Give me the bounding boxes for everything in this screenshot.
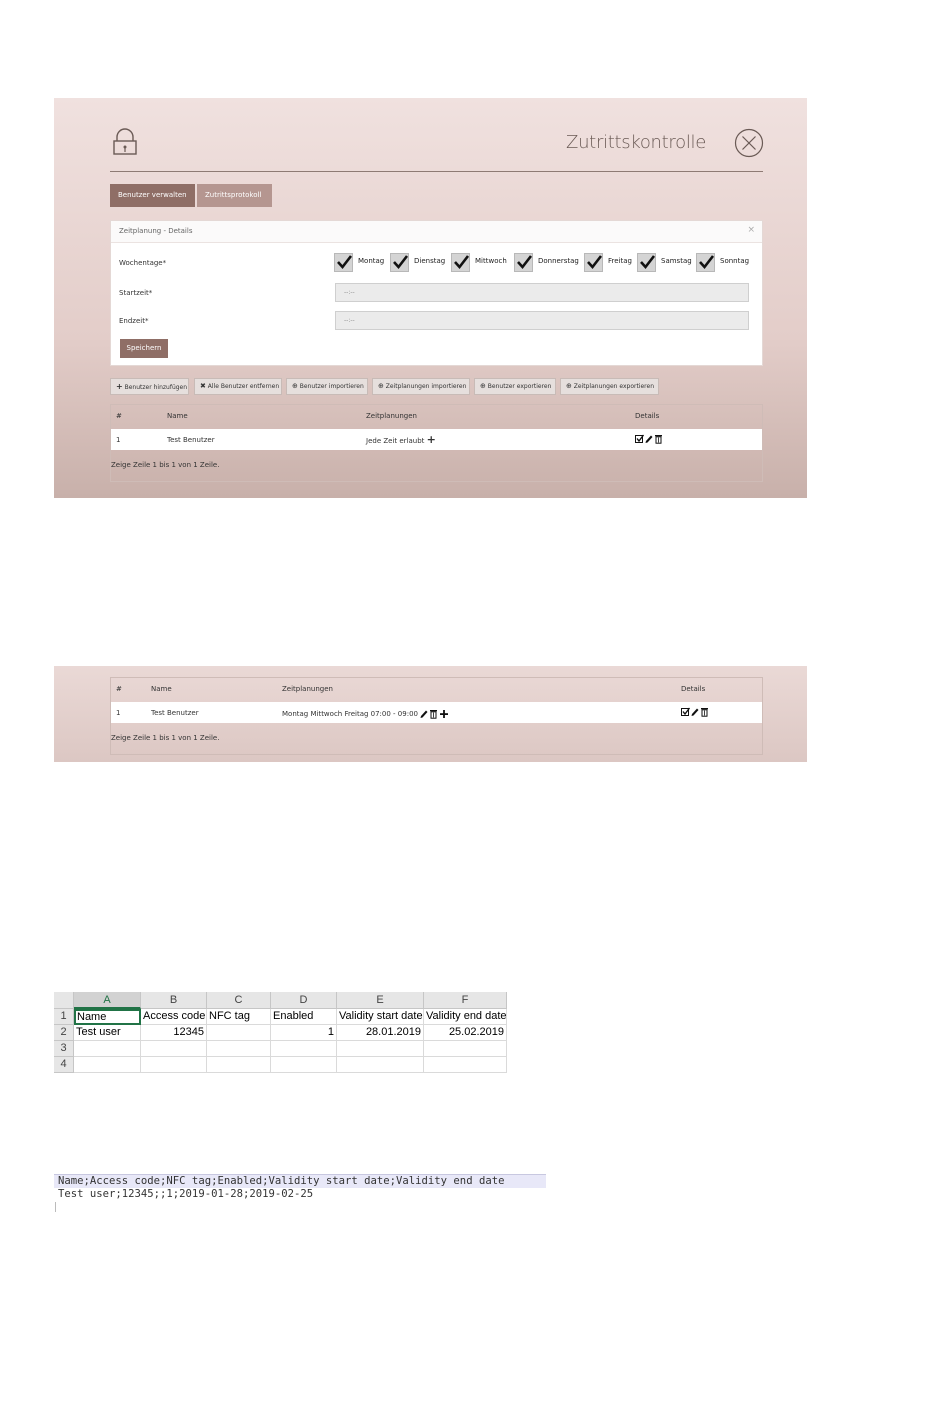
header-divider [110, 171, 763, 172]
details-cell [635, 434, 665, 444]
button-label: Zeitplanungen importieren [385, 383, 467, 390]
cell-b1[interactable]: Access code [141, 1009, 207, 1025]
select-all-corner[interactable] [54, 992, 74, 1009]
checkbox-tuesday[interactable] [390, 253, 409, 272]
checkbox-monday[interactable] [334, 253, 353, 272]
trash-icon[interactable] [430, 710, 437, 718]
cell-e1[interactable]: Validity start date [337, 1009, 424, 1025]
row-header[interactable]: 4 [54, 1057, 74, 1073]
users-table-panel [54, 666, 807, 762]
spreadsheet [54, 992, 517, 1070]
day-label: Dienstag [414, 257, 446, 265]
column-header-c[interactable]: C [207, 992, 271, 1009]
trash-icon[interactable] [701, 708, 708, 716]
cell-c3[interactable] [207, 1041, 271, 1057]
cell-f1[interactable]: Validity end date [424, 1009, 507, 1025]
checkbox-sunday[interactable] [696, 253, 715, 272]
user-name: Test Benutzer [151, 709, 199, 717]
card-header [111, 221, 762, 243]
download-icon: ⊕ [566, 382, 572, 390]
button-label: Zeitplanungen exportieren [573, 383, 655, 390]
check-square-icon[interactable] [636, 435, 644, 443]
cell-e2[interactable]: 28.01.2019 [337, 1025, 424, 1041]
pencil-icon[interactable] [646, 436, 653, 444]
cell-a3[interactable] [74, 1041, 141, 1057]
cell-b4[interactable] [141, 1057, 207, 1073]
users-table [110, 677, 763, 755]
check-square-icon[interactable] [682, 708, 690, 716]
cell-f4[interactable] [424, 1057, 507, 1073]
cell-d1[interactable]: Enabled [271, 1009, 337, 1025]
cell-f3[interactable] [424, 1041, 507, 1057]
export-users-button[interactable] [474, 378, 556, 395]
details-cell [681, 707, 711, 717]
start-time-input[interactable]: --:-- [335, 283, 749, 302]
column-header: Zeitplanungen [366, 412, 417, 420]
button-label: Benutzer importieren [299, 383, 364, 390]
cell-c1[interactable]: NFC tag [207, 1009, 271, 1025]
upload-icon: ⊕ [378, 382, 384, 390]
day-label: Donnerstag [538, 257, 579, 265]
row-header[interactable]: 2 [54, 1025, 74, 1041]
column-header: Zeitplanungen [282, 685, 333, 693]
table-footer: Zeige Zeile 1 bis 1 von 1 Zeile. [111, 734, 220, 742]
row-number: 1 [116, 709, 121, 717]
cell-a1[interactable]: Name [74, 1009, 141, 1025]
schedule-details-card [110, 220, 763, 366]
day-label: Montag [358, 257, 385, 265]
column-header-f[interactable]: F [424, 992, 507, 1009]
row-number: 1 [116, 436, 121, 444]
card-title: Zeitplanung - Details [119, 227, 193, 235]
checkbox-friday[interactable] [584, 253, 603, 272]
day-label: Sonntag [720, 257, 750, 265]
lock-icon [112, 128, 138, 156]
trash-icon[interactable] [655, 435, 662, 443]
column-header-e[interactable]: E [337, 992, 424, 1009]
x-icon: ✖ [200, 382, 206, 390]
checkbox-thursday[interactable] [514, 253, 533, 272]
cell-c2[interactable] [207, 1025, 271, 1041]
download-icon: ⊕ [480, 382, 486, 390]
cell-e4[interactable] [337, 1057, 424, 1073]
cell-d4[interactable] [271, 1057, 337, 1073]
save-button[interactable]: Speichern [120, 339, 168, 358]
column-header: Details [681, 685, 706, 693]
column-header: # [116, 412, 122, 420]
column-header: # [116, 685, 122, 693]
day-label: Samstag [661, 257, 692, 265]
tab-access-log[interactable]: Zutrittsprotokoll [197, 184, 272, 207]
add-user-button[interactable] [110, 378, 189, 395]
weekdays-label: Wochentage* [119, 259, 167, 267]
column-header-d[interactable]: D [271, 992, 337, 1009]
card-close-button[interactable]: × [747, 225, 755, 235]
table-row[interactable] [111, 702, 762, 723]
export-schedules-button[interactable] [560, 378, 659, 395]
cell-d2[interactable]: 1 [271, 1025, 337, 1041]
import-schedules-button[interactable] [372, 378, 470, 395]
close-icon[interactable] [734, 128, 764, 158]
checkbox-wednesday[interactable] [451, 253, 470, 272]
column-header: Details [635, 412, 660, 420]
table-footer: Zeige Zeile 1 bis 1 von 1 Zeile. [111, 461, 220, 469]
table-row[interactable] [111, 429, 762, 450]
import-users-button[interactable] [286, 378, 368, 395]
cell-d3[interactable] [271, 1041, 337, 1057]
csv-text-editor[interactable] [54, 1172, 554, 1212]
access-control-panel [54, 98, 807, 498]
plus-icon: + [116, 382, 123, 391]
row-header[interactable]: 1 [54, 1009, 74, 1025]
checkbox-saturday[interactable] [637, 253, 656, 272]
day-label: Freitag [608, 257, 632, 265]
schedule-cell [366, 433, 436, 446]
cell-f2[interactable]: 25.02.2019 [424, 1025, 507, 1041]
button-label: Alle Benutzer entfernen [207, 383, 280, 390]
csv-header-line: Name;Access code;NFC tag;Enabled;Validity start date;Validity end date [54, 1174, 546, 1188]
button-label: Benutzer exportieren [487, 383, 552, 390]
users-table [110, 404, 763, 482]
cell-b3[interactable] [141, 1041, 207, 1057]
app-title: Zutrittskontrolle [566, 132, 706, 153]
schedule-text: Jede Zeit erlaubt [366, 437, 425, 445]
cell-a2[interactable]: Test user [74, 1025, 141, 1041]
text-cursor [55, 1202, 56, 1212]
column-header: Name [167, 412, 188, 420]
schedule-text: Montag Mittwoch Freitag 07:00 - 09:00 [282, 710, 418, 718]
pencil-icon[interactable] [421, 711, 428, 719]
column-header-b[interactable]: B [141, 992, 207, 1009]
plus-icon[interactable] [440, 710, 448, 718]
cell-c4[interactable] [207, 1057, 271, 1073]
user-name: Test Benutzer [167, 436, 215, 444]
csv-data-line: Test user;12345;;1;2019-01-28;2019-02-25 [58, 1188, 314, 1200]
column-header: Name [151, 685, 172, 693]
end-time-input[interactable]: --:-- [335, 311, 749, 330]
row-header[interactable]: 3 [54, 1041, 74, 1057]
remove-all-users-button[interactable] [194, 378, 282, 395]
pencil-icon[interactable] [692, 709, 699, 717]
cell-a4[interactable] [74, 1057, 141, 1073]
day-label: Mittwoch [475, 257, 507, 265]
cell-e3[interactable] [337, 1041, 424, 1057]
start-time-label: Startzeit* [119, 289, 153, 297]
button-label: Benutzer hinzufügen [124, 384, 188, 391]
add-schedule-icon[interactable]: + [426, 433, 436, 446]
column-header-a[interactable]: A [74, 992, 141, 1009]
schedule-cell [282, 709, 450, 719]
cell-b2[interactable]: 12345 [141, 1025, 207, 1041]
tab-manage-users[interactable]: Benutzer verwalten [110, 184, 195, 207]
upload-icon: ⊕ [292, 382, 298, 390]
end-time-label: Endzeit* [119, 317, 149, 325]
